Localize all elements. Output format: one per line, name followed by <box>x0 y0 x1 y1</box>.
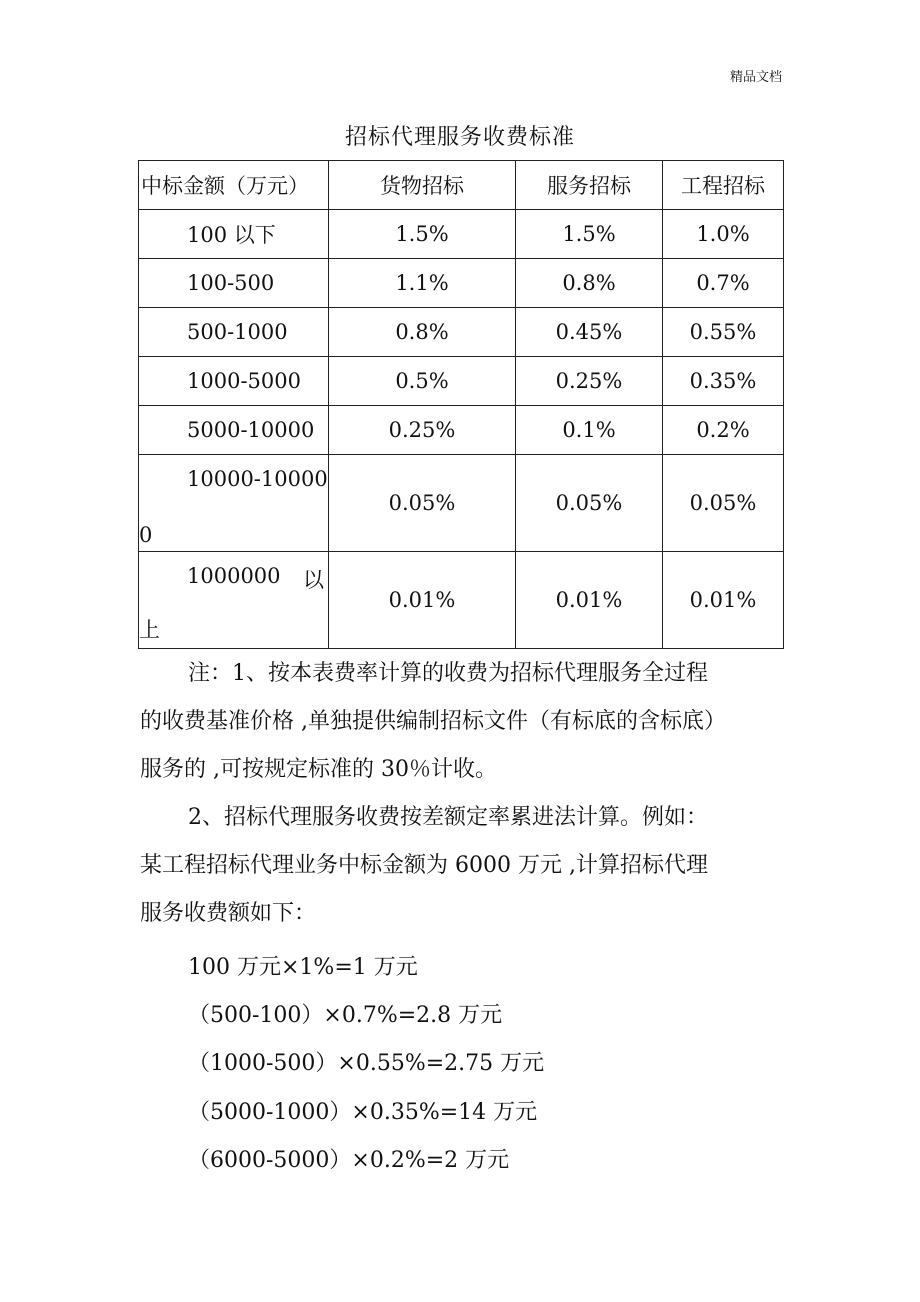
table-row <box>139 552 784 649</box>
table-row <box>139 308 784 357</box>
cell-range: 1000-5000 <box>139 357 329 406</box>
cell-engineering: 0.55% <box>663 308 784 357</box>
cell-engineering: 0.05% <box>663 455 784 552</box>
cell-engineering: 0.01% <box>663 552 784 649</box>
cell-service: 1.5% <box>516 210 663 259</box>
cell-goods: 0.8% <box>329 308 516 357</box>
note-2 <box>140 794 780 938</box>
calculation-line: （5000-1000）×0.35%=14 万元 <box>188 1100 538 1125</box>
cell-service: 0.01% <box>516 552 663 649</box>
cell-range <box>139 455 329 552</box>
calculation-line: （500-100）×0.7%=2.8 万元 <box>188 1003 503 1028</box>
fee-standard-table <box>138 160 784 649</box>
cell-engineering: 0.7% <box>663 259 784 308</box>
note-2-line-3: 服务收费额如下： <box>140 901 317 926</box>
table-row <box>139 210 784 259</box>
cell-goods: 1.5% <box>329 210 516 259</box>
calculation-line: 100 万元×1%=1 万元 <box>188 955 418 980</box>
cell-engineering: 0.35% <box>663 357 784 406</box>
header-goods: 货物招标 <box>329 161 516 210</box>
header-note: 精品文档 <box>729 70 782 85</box>
calculation-line: （1000-500）×0.55%=2.75 万元 <box>188 1051 545 1076</box>
cell-service: 0.05% <box>516 455 663 552</box>
calculation-line: （6000-5000）×0.2%=2 万元 <box>188 1148 510 1173</box>
cell-service: 0.45% <box>516 308 663 357</box>
header-amount: 中标金额（万元） <box>139 161 329 210</box>
cell-engineering: 0.2% <box>663 406 784 455</box>
cell-range <box>139 552 329 649</box>
cell-goods: 0.25% <box>329 406 516 455</box>
range-line-2: 0 <box>139 523 153 547</box>
note-2-line-2: 某工程招标代理业务中标金额为 6000 万元 ,计算招标代理 <box>140 853 708 878</box>
table-header-row <box>139 161 784 210</box>
header-service: 服务招标 <box>516 161 663 210</box>
cell-goods: 1.1% <box>329 259 516 308</box>
table-row <box>139 357 784 406</box>
range-line-1-suffix: 以 <box>303 568 324 592</box>
cell-range: 500-1000 <box>139 308 329 357</box>
range-line-2: 上 <box>139 618 160 642</box>
range-line-1 <box>187 564 326 594</box>
cell-range: 5000-10000 <box>139 406 329 455</box>
note-1-line-1: 注：1、按本表费率计算的收费为招标代理服务全过程 <box>188 661 708 686</box>
cell-goods: 0.01% <box>329 552 516 649</box>
table-row <box>139 455 784 552</box>
cell-engineering: 1.0% <box>663 210 784 259</box>
cell-service: 0.8% <box>516 259 663 308</box>
note-1-line-2: 的收费基准价格 ,单独提供编制招标文件（有标底的含标底） <box>140 709 726 734</box>
range-line-1: 10000-10000 <box>187 467 328 491</box>
note-2-line-1: 2、招标代理服务收费按差额定率累进法计算。例如： <box>188 805 708 830</box>
cell-range: 100 以下 <box>139 210 329 259</box>
cell-service: 0.1% <box>516 406 663 455</box>
document-title: 招标代理服务收费标准 <box>344 125 575 150</box>
note-1 <box>140 650 780 794</box>
table-row <box>139 406 784 455</box>
range-line-1-number: 1000000 <box>187 564 281 588</box>
note-1-line-3: 服务的 ,可按规定标准的 30％计收。 <box>140 757 497 782</box>
cell-range: 100-500 <box>139 259 329 308</box>
table-row <box>139 259 784 308</box>
header-engineering: 工程招标 <box>663 161 784 210</box>
cell-goods: 0.05% <box>329 455 516 552</box>
cell-service: 0.25% <box>516 357 663 406</box>
cell-goods: 0.5% <box>329 357 516 406</box>
